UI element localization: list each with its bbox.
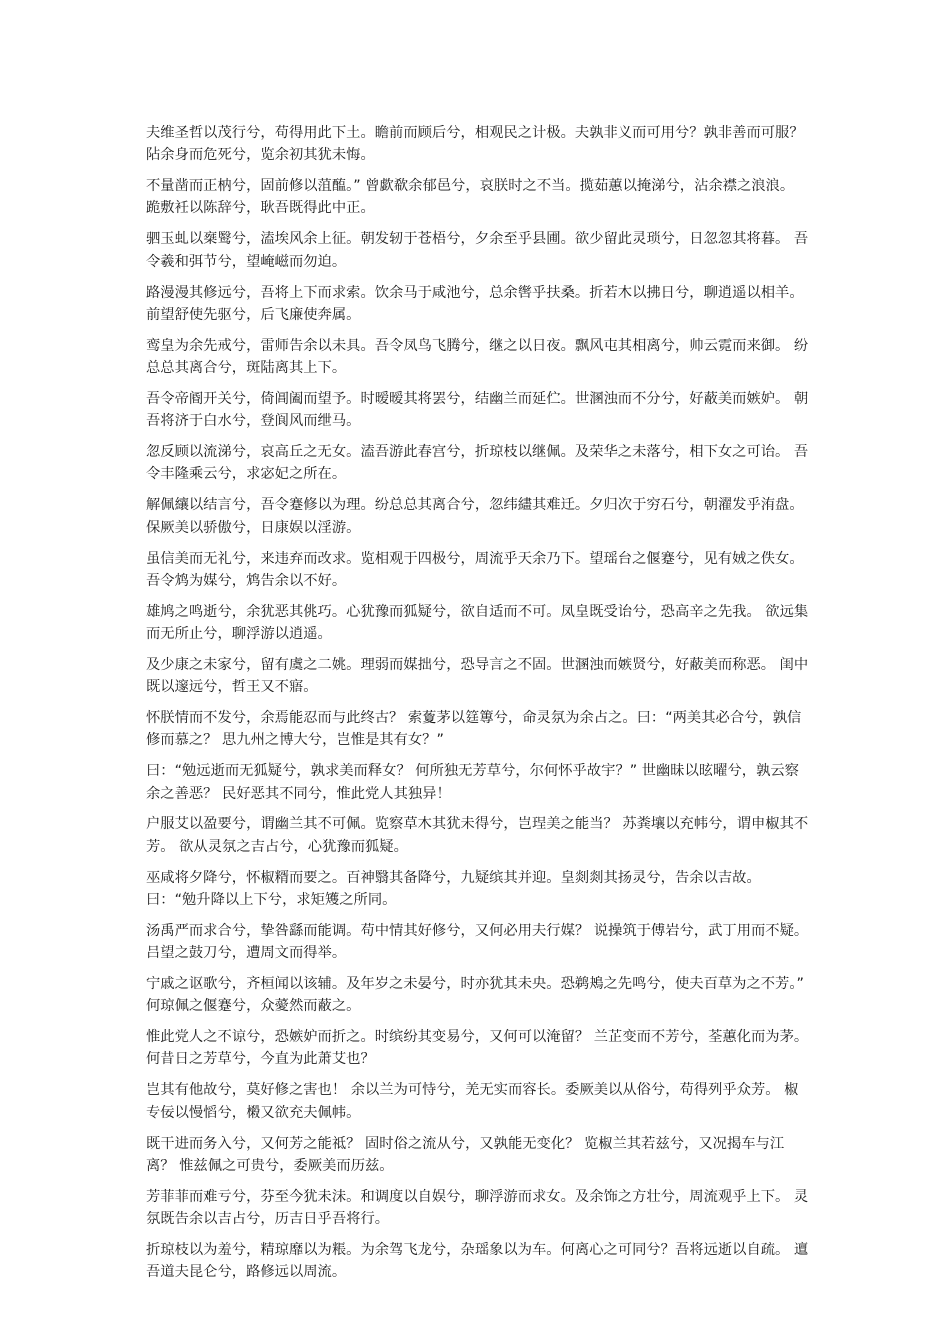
paragraph: 解佩纕以结言兮，吾令蹇修以为理。纷总总其离合兮，忽纬繣其难迁。夕归次于穷石兮，朝濯发乎洧盘。 保厥美以骄傲兮，日康娱以淫游。: [146, 497, 804, 536]
paragraph: 怀朕情而不发兮，余焉能忍而与此终古？ 索藑茅以筳篿兮，命灵氛为余占之。曰：“两美其必合兮，孰信修而慕之？ 思九州之博大兮，岂惟是其有女？”: [146, 710, 802, 749]
paragraph: 吾令帝阍开关兮，倚阊阖而望予。时暧暧其将罢兮，结幽兰而延伫。世溷浊而不分兮，好蔽美而嫉妒。 朝吾将济于白水兮，登阆风而绁马。: [146, 390, 809, 430]
paragraph: 户服艾以盈要兮，谓幽兰其不可佩。览察草木其犹未得兮，岂珵美之能当？ 苏粪壤以充帏兮，谓申椒其不芳。 欲从灵氛之吉占兮，心犹豫而狐疑。: [146, 816, 809, 855]
paragraph: 惟此党人之不谅兮，恐嫉妒而折之。时缤纷其变易兮，又何可以淹留？ 兰芷变而不芳兮，荃蕙化而为茅。 何昔日之芳草兮，今直为此萧艾也？: [146, 1029, 809, 1068]
paragraph: 及少康之未家兮，留有虞之二姚。理弱而媒拙兮，恐导言之不固。世溷浊而嫉贤兮，好蔽美而称恶。 闺中既以邃远兮，哲王又不寤。: [146, 656, 809, 696]
paragraph: 路漫漫其修远兮，吾将上下而求索。饮余马于咸池兮，总余辔乎扶桑。折若木以拂日兮，聊逍遥以相羊。 前望舒使先驱兮，后飞廉使奔属。: [146, 284, 804, 323]
paragraph: 忽反顾以流涕兮，哀高丘之无女。溘吾游此春宫兮，折琼枝以继佩。及荣华之未落兮，相下女之可诒。 吾令丰隆乘云兮，求宓妃之所在。: [146, 444, 809, 483]
paragraph: 岂其有他故兮，莫好修之害也！ 余以兰为可恃兮，羌无实而容长。委厥美以从俗兮，苟得列乎众芳。 椒专佞以慢慆兮，樧又欲充夫佩帏。: [146, 1082, 799, 1121]
paragraph: 夫维圣哲以茂行兮，苟得用此下土。瞻前而顾后兮，相观民之计极。夫孰非义而可用兮？孰非善而可服？ 阽余身而危死兮，览余初其犹未悔。: [146, 125, 804, 164]
paragraph: 曰：“勉远逝而无狐疑兮，孰求美而释女？ 何所独无芳草兮，尔何怀乎故宇？” 世幽昧以昡曜兮，孰云察余之善恶？ 民好恶其不同兮，惟此党人其独异！: [146, 763, 799, 802]
paragraph: 汤禹严而求合兮，挚咎繇而能调。苟中情其好修兮，又何必用夫行媒？ 说操筑于傅岩兮，武丁用而不疑。 吕望之鼓刀兮，遭周文而得举。: [146, 922, 809, 962]
paragraph: 虽信美而无礼兮，来违弃而改求。览相观于四极兮，周流乎天余乃下。望瑶台之偃蹇兮，见有娀之佚女。 吾令鸩为媒兮，鸩告余以不好。: [146, 550, 804, 589]
paragraph: 驷玉虬以椉鹥兮，溘埃风余上征。朝发轫于苍梧兮，夕余至乎县圃。欲少留此灵琐兮，日忽忽其将暮。 吾令羲和弭节兮，望崦嵫而勿迫。: [146, 231, 809, 270]
paragraph: 折琼枝以为羞兮，精琼靡以为粻。为余驾飞龙兮，杂瑶象以为车。何离心之可同兮？吾将远逝以自疏。 邅吾道夫昆仑兮，路修远以周流。: [146, 1241, 809, 1281]
paragraph: 既干进而务入兮，又何芳之能祗？ 固时俗之流从兮，又孰能无变化？ 览椒兰其若兹兮，又况揭车与江离？ 惟兹佩之可贵兮，委厥美而历兹。: [146, 1135, 785, 1174]
paragraph: 宁戚之讴歌兮，齐桓闻以该辅。及年岁之未晏兮，时亦犹其未央。恐鹈鴂之先鸣兮，使夫百草为之不芳。” 何琼佩之偃蹇兮，众薆然而蔽之。: [146, 976, 804, 1015]
paragraph: 芳菲菲而难亏兮，芬至今犹未沬。和调度以自娱兮，聊浮游而求女。及余饰之方壮兮，周流观乎上下。 灵氛既告余以吉占兮，历吉日乎吾将行。: [146, 1188, 809, 1228]
document-page: [146, 122, 811, 1292]
paragraph: 不量凿而正枘兮，固前修以菹醢。” 曾歔欷余郁邑兮，哀朕时之不当。揽茹蕙以掩涕兮，沾余襟之浪浪。 跪敷衽以陈辞兮，耿吾既得此中正。: [146, 178, 795, 217]
paragraph: 鸾皇为余先戒兮，雷师告余以未具。吾令凤鸟飞腾兮，继之以日夜。飘风屯其相离兮，帅云霓而来御。 纷总总其离合兮，斑陆离其上下。: [146, 337, 809, 377]
paragraph: 巫咸将夕降兮，怀椒糈而要之。百神翳其备降兮，九疑缤其并迎。皇剡剡其扬灵兮，告余以吉故。 曰：“勉升降以上下兮，求矩矱之所同。: [146, 869, 761, 908]
paragraph: 雄鸠之鸣逝兮，余犹恶其佻巧。心犹豫而狐疑兮，欲自适而不可。凤皇既受诒兮，恐高辛之先我。 欲远集而无所止兮，聊浮游以逍遥。: [146, 603, 809, 642]
